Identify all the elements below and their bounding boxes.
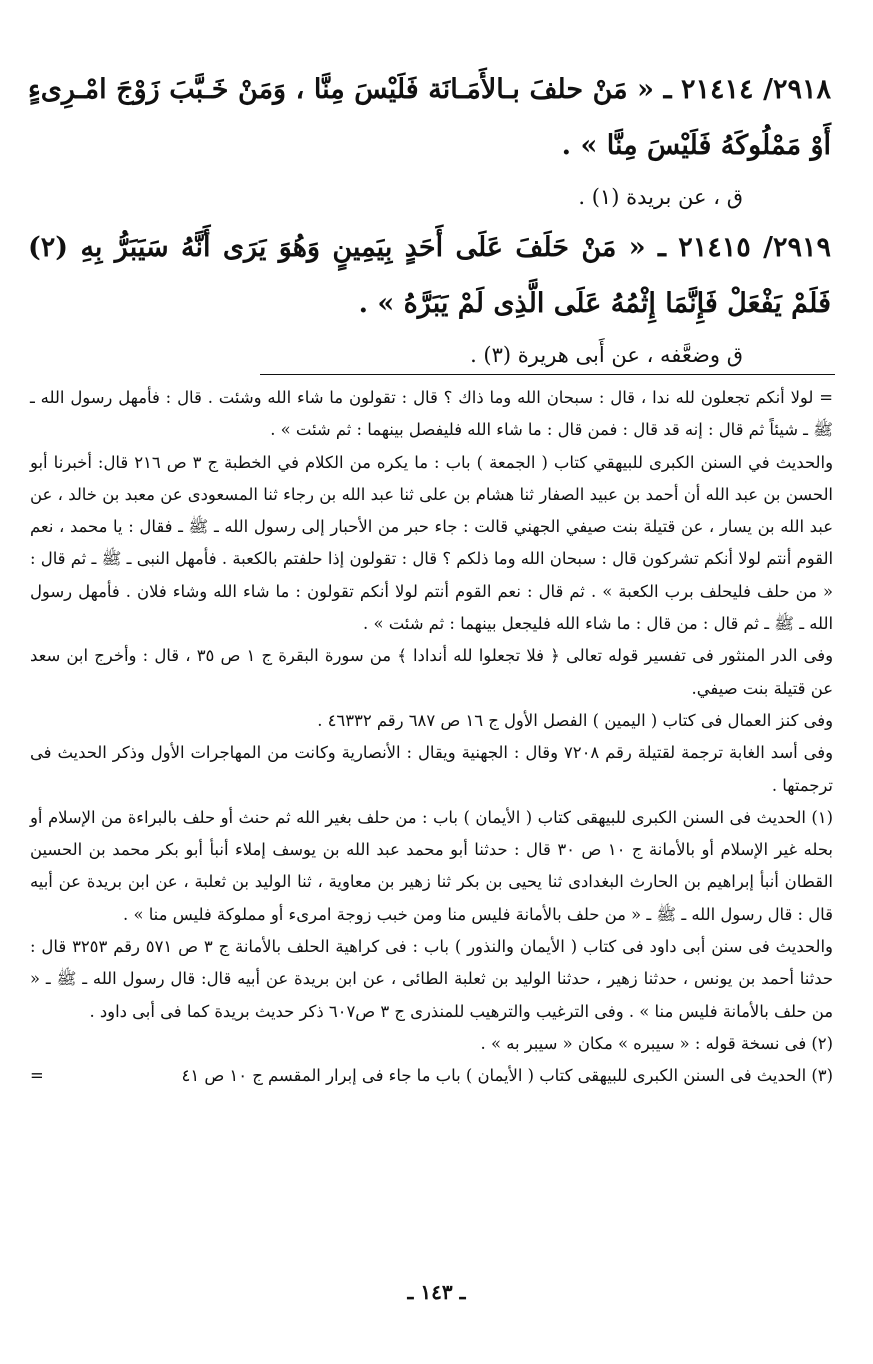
footnote-continuation: = لولا أنكم تجعلون لله ندا ، قال : سبحان الله وما ذاك ؟ قال : تقولون ما شاء الله وشئت . قال : فأمهل رسول الله ـ ﷺ ـ شيئاً ثم قال : إنه قد قال : فمن قال : ما شاء الله فليفصل بينهما : ثم شئت » . xyxy=(30,388,833,440)
footnote-3: (٣) الحديث فى السنن الكبرى للبيهقى كتاب ( الأيمان ) باب ما جاء فى إبرار المقسم ج ١٠ ص ٤١ xyxy=(181,1066,833,1086)
footnote-paragraph: وفى أسد الغابة ترجمة لقتيلة رقم ٧٢٠٨ وقال : الجهنية ويقال : الأنصارية وكانت من المهاجرات الأول وذكر الحديث فى ترجمتها . xyxy=(30,743,833,795)
hadith-2919: ٢٩١٩/ ٢١٤١٥ ـ « مَنْ حَلَفَ عَلَى أَحَدٍ بِيَمِينٍ وَهُوَ يَرَى أَنَّهُ سَيَبَرُّ بِهِ (٢) فَلَمْ يَفْعَلْ فَإِنَّمَا إِثْمُهُ عَلَى الَّذِى لَمْ يَبَرَّهُ » . xyxy=(28,232,831,319)
footnote-3-line xyxy=(30,1060,833,1092)
main-text xyxy=(28,62,831,378)
footnote-paragraph: وفى كنز العمال فى كتاب ( اليمين ) الفصل الأول ج ١٦ ص ٦٨٧ رقم ٤٦٣٣٢ . xyxy=(317,710,833,730)
hadith-2918: ٢٩١٨/ ٢١٤١٤ ـ « مَنْ حلفَ بـالأَمَـانَة فَلَيْسَ مِنَّا ، وَمَنْ خَـبَّبَ زَوْجَ امْـرِىءٍ أَوْ مَمْلُوكَهُ فَلَيْسَ مِنَّا » . xyxy=(28,74,831,161)
footnotes xyxy=(30,382,833,1093)
footnote-paragraph: وفى الدر المنثور فى تفسير قوله تعالى ﴿ فلا تجعلوا لله أندادا ﴾ من سورة البقرة ج ١ ص ٣٥ ، قال : وأخرج ابن سعد عن قتيلة بنت صيفي. xyxy=(30,646,833,698)
continuation-mark: = xyxy=(30,1066,44,1086)
footnote-2: (٢) فى نسخة قوله : « سيبره » مكان « سيبر به » . xyxy=(480,1033,833,1053)
footnote-1-continued: والحديث فى سنن أبى داود فى كتاب ( الأيمان والنذور ) باب : فى كراهية الحلف بالأمانة ج ٣ ص ٥٧١ رقم ٣٢٥٣ قال : حدثنا أحمد بن يونس ، حدثنا زهير ، حدثنا الوليد بن ثعلبة الطائى ، عن ابن بريدة عن أبيه قال: قال رسول الله ـ ﷺ ـ « من حلف بالأمانة فليس منا » . وفى الترغيب والترهيب للمنذرى ج ٣ ص٦٠٧ ذكر حديث بريدة كما فى أبى داود . xyxy=(30,937,833,1021)
hadith-2918-source: ق ، عن بريدة (١) . xyxy=(578,185,743,209)
footnote-paragraph: والحديث في السنن الكبرى للبيهقي كتاب ( الجمعة ) باب : ما يكره من الكلام في الخطبة ج ٣ ص ٢١٦ قال: أخبرنا أبو الحسن بن عبد الله أن أحمد بن عبيد الصفار ثنا هشام بن على ثنا عبد الله بن رجاء ثنا المسعودى عن معبد بن خالد ، عن عبد الله بن يسار ، عن قتيلة بنت صيفي الجهني قالت : جاء حبر من الأحبار إلى رسول الله ـ ﷺ ـ فقال : يا محمد ، نعم القوم أنتم لولا أنكم تشركون قال : سبحان الله وما ذلكم ؟ قال : تقولون إذا حلفتم بالكعبة . فأمهل النبى ـ ﷺ ـ ثم قال : « من حلف فليحلف برب الكعبة » . ثم قال : نعم القوم أنتم لولا أنكم تقولون : ما شاء الله وشاء فلان . فأمهل رسول الله ـ ﷺ ـ ثم قال : من قال : ما شاء الله فليجعل بينهما : ثم شئت » . xyxy=(30,452,833,634)
footnote-divider xyxy=(260,374,835,375)
hadith-2919-source: ق وضعَّفه ، عن أَبى هريرة (٣) . xyxy=(470,343,743,367)
page-number: ـ ١٤٣ ـ xyxy=(407,1280,466,1304)
footnote-1: (١) الحديث فى السنن الكبرى للبيهقى كتاب ( الأيمان ) باب : من حلف بغير الله ثم حنث أو حلف بالبراءة من الإسلام أو بحله غير الإسلام أو بالأمانة ج ١٠ ص ٣٠ قال : حدثنا أبو محمد عبد الله بن يوسف إملاء أنبأ أبو بكر محمد بن الحسين القطان أنبأ إبراهيم بن الحارث البغدادى ثنا يحيى بن بكر ثنا زهير بن معاوية ، ثنا الوليد بن ثعلبة ، عن ابن بريدة عن أبيه قال : قال رسول الله ـ ﷺ ـ « من حلف بالأمانة فليس منا ومن خبب زوجة امرىء أو مملوكة فليس منا » . xyxy=(30,807,833,924)
